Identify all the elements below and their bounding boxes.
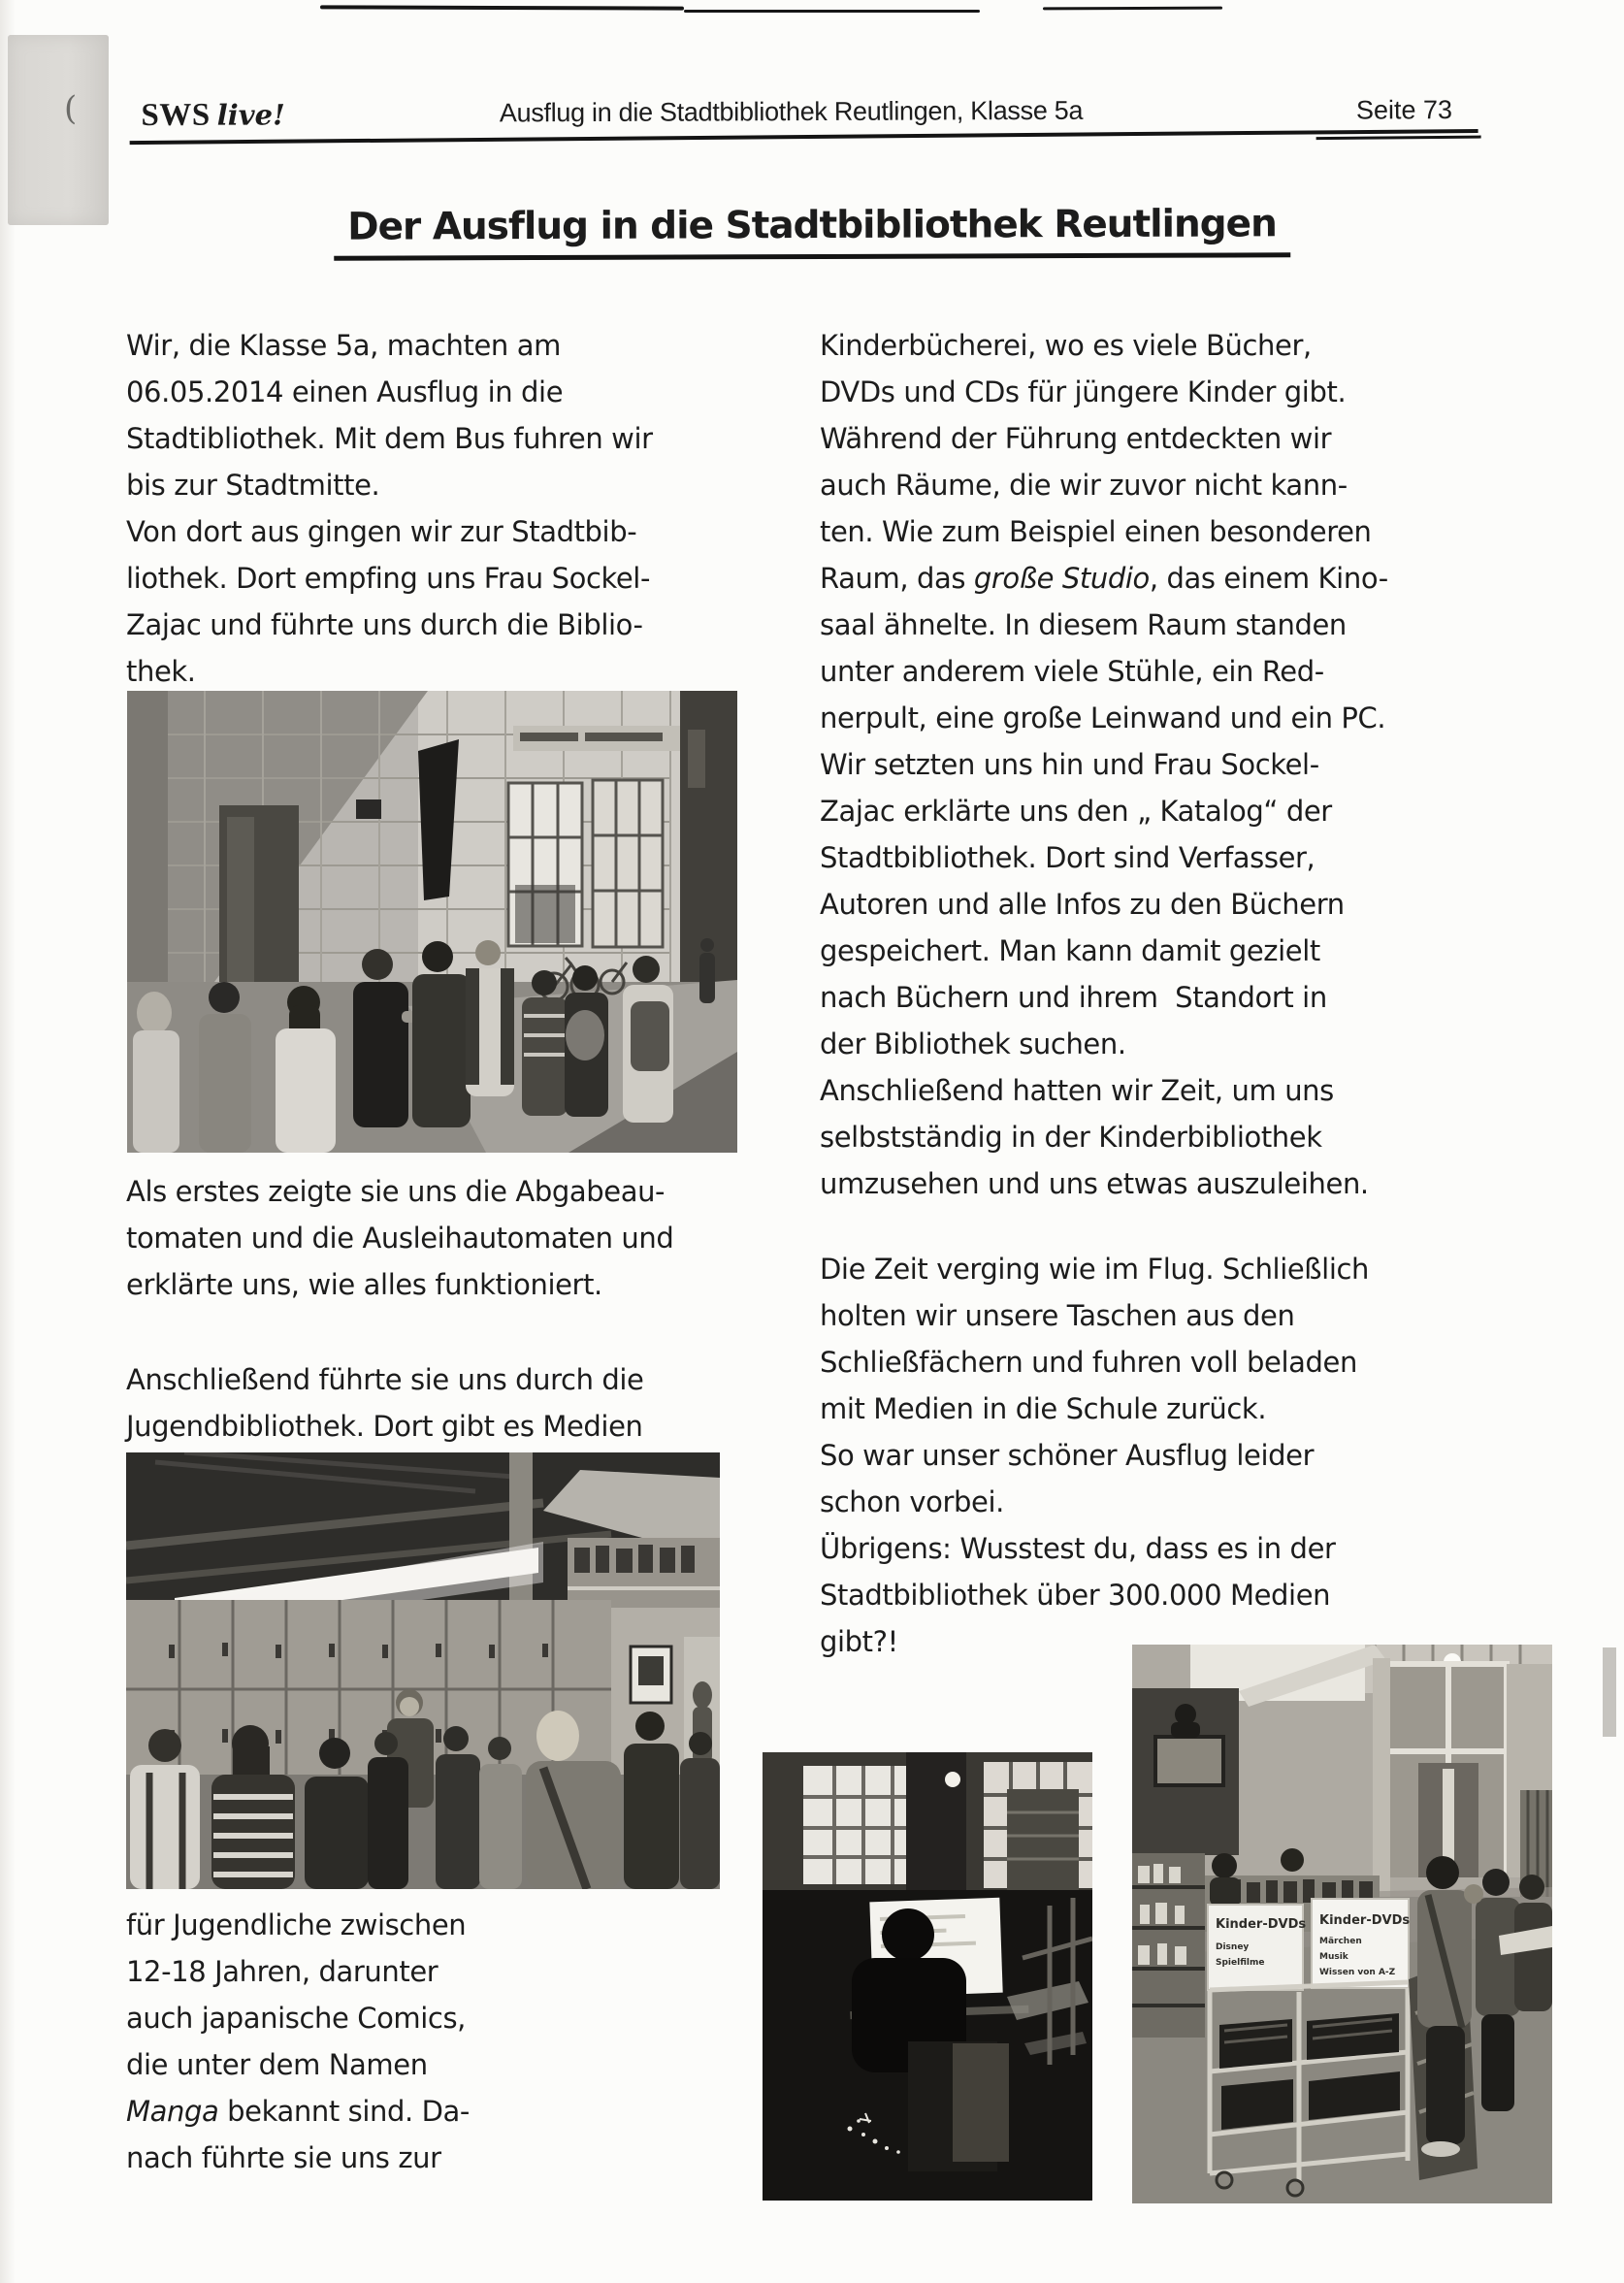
text-line: Wir, die Klasse 5a, machten am — [126, 329, 561, 362]
text-line: erklärte uns, wie alles funktioniert. — [126, 1268, 602, 1301]
paragraph-automaten — [126, 1168, 757, 1308]
paragraph-intro — [126, 322, 757, 695]
text-line: Die Zeit verging wie im Flug. Schließlich — [820, 1253, 1370, 1286]
kinder-dvds-sign-2-line: Musik — [1319, 1952, 1348, 1962]
text-line: Anschließend führte sie uns durch die — [126, 1363, 644, 1396]
header-section-title: Ausflug in die Stadtbibliothek Reutlingen, Klasse 5a — [499, 95, 1084, 128]
text-line: die unter dem Namen — [126, 2048, 428, 2081]
text-line: gibt?! — [820, 1625, 898, 1658]
text-line: Autoren und alle Infos zu den Büchern — [820, 888, 1345, 921]
header-rule — [130, 129, 1478, 145]
text-line: Als erstes zeigte sie uns die Abgabeau- — [126, 1175, 666, 1208]
text-line: unter anderem viele Stühle, ein Red- — [820, 655, 1324, 688]
text-line: Während der Führung entdeckten wir — [820, 422, 1332, 455]
article-title: Der Ausflug in die Stadtbibliothek Reutlingen — [334, 202, 1290, 260]
page-number-underline — [1316, 136, 1481, 141]
scan-edge-shadow — [0, 0, 16, 2283]
text-line: Manga bekannt sind. Da- — [126, 2095, 470, 2128]
photo-lockers — [126, 1452, 720, 1889]
photo-kinder-dvd-shelf — [1132, 1645, 1552, 2203]
scan-artifact-line — [684, 10, 980, 13]
kinder-dvds-sign-2-line: Wissen von A-Z — [1319, 1968, 1396, 1977]
text-line: gespeichert. Man kann damit gezielt — [820, 934, 1320, 967]
photo-library-entrance — [127, 691, 737, 1153]
text-line: auch Räume, die wir zuvor nicht kann- — [820, 469, 1348, 502]
page-number: Seite 73 — [1355, 95, 1453, 125]
text-line: ten. Wie zum Beispiel einen besonderen — [820, 515, 1372, 548]
magazine-logo-sws: SWS — [141, 97, 211, 134]
paragraph-manga — [126, 1902, 592, 2181]
text-line: thek. — [126, 655, 196, 688]
text-line: tomaten und die Ausleihautomaten und — [126, 1222, 674, 1255]
kinder-dvds-sign-1-line: Spielfilme — [1216, 1958, 1265, 1968]
kinder-dvds-sign-1-line: Disney — [1216, 1942, 1250, 1952]
photo-computer-room-image — [763, 1752, 1092, 2201]
text-line: Schließfächern und fuhren voll beladen — [820, 1346, 1357, 1379]
paragraph-abschluss — [820, 1246, 1441, 1665]
text-line: Stadtbibliothek über 300.000 Medien — [820, 1579, 1331, 1612]
paragraph-kinderbuecherei — [820, 322, 1441, 1207]
text-line: Raum, das große Studio, das einem Kino- — [820, 562, 1388, 595]
scan-artifact-strip — [1603, 1647, 1616, 1737]
page-header — [0, 0, 1624, 134]
text-line: 06.05.2014 einen Ausflug in die — [126, 375, 564, 408]
magazine-logo-live: live! — [216, 98, 285, 132]
scan-artifact-line — [320, 5, 684, 10]
text-line: saal ähnelte. In diesem Raum standen — [820, 608, 1347, 641]
text-line: Zajac erklärte uns den „ Katalog“ der — [820, 795, 1332, 828]
text-line: mit Medien in die Schule zurück. — [820, 1392, 1267, 1425]
scan-artifact-line — [1043, 7, 1222, 11]
text-line: Wir setzten uns hin und Frau Sockel- — [820, 748, 1319, 781]
photo-kinder-dvd-shelf-image — [1132, 1645, 1552, 2203]
text-line: nerpult, eine große Leinwand und ein PC. — [820, 701, 1386, 734]
text-line: Zajac und führte uns durch die Biblio- — [126, 608, 643, 641]
text-line: auch japanische Comics, — [126, 2002, 467, 2035]
text-line: So war unser schöner Ausflug leider — [820, 1439, 1315, 1472]
text-line: DVDs und CDs für jüngere Kinder gibt. — [820, 375, 1347, 408]
text-line: Jugendbibliothek. Dort gibt es Medien — [126, 1410, 643, 1443]
text-line: bis zur Stadtmitte. — [126, 469, 380, 502]
scan-corner-shadow — [8, 35, 109, 225]
text-line: Stadtbibliothek. Dort sind Verfasser, — [820, 841, 1315, 874]
paragraph-jugendbibliothek — [126, 1356, 757, 1450]
photo-library-entrance-image — [127, 691, 737, 1153]
text-line: für Jugendliche zwischen — [126, 1908, 467, 1941]
text-line: 12-18 Jahren, darunter — [126, 1955, 438, 1988]
text-line: umzusehen und uns etwas auszuleihen. — [820, 1167, 1369, 1200]
scan-pen-mark: ( — [64, 89, 78, 128]
photo-lockers-image — [126, 1452, 720, 1889]
text-line: nach Büchern und ihrem Standort in — [820, 981, 1327, 1014]
text-line: selbstständig in der Kinderbibliothek — [820, 1121, 1322, 1154]
text-line: Stadtibliothek. Mit dem Bus fuhren wir — [126, 422, 653, 455]
text-line: der Bibliothek suchen. — [820, 1027, 1126, 1060]
text-line: liothek. Dort empfing uns Frau Sockel- — [126, 562, 651, 595]
text-line: schon vorbei. — [820, 1485, 1004, 1518]
text-line: Anschließend hatten wir Zeit, um uns — [820, 1074, 1334, 1107]
photo-computer-room — [763, 1752, 1092, 2201]
kinder-dvds-sign-2-line: Märchen — [1319, 1937, 1362, 1946]
text-line: nach führte sie uns zur — [126, 2141, 441, 2174]
kinder-dvds-sign-1-title: Kinder-DVDs — [1216, 1917, 1307, 1932]
magazine-logo — [141, 97, 284, 134]
text-line: Übrigens: Wusstest du, dass es in der — [820, 1532, 1336, 1565]
kinder-dvds-sign-2-title: Kinder-DVDs — [1319, 1913, 1411, 1928]
text-line: Von dort aus gingen wir zur Stadtbib- — [126, 515, 637, 548]
text-line: Kinderbücherei, wo es viele Bücher, — [820, 329, 1312, 362]
text-line: holten wir unsere Taschen aus den — [820, 1299, 1295, 1332]
